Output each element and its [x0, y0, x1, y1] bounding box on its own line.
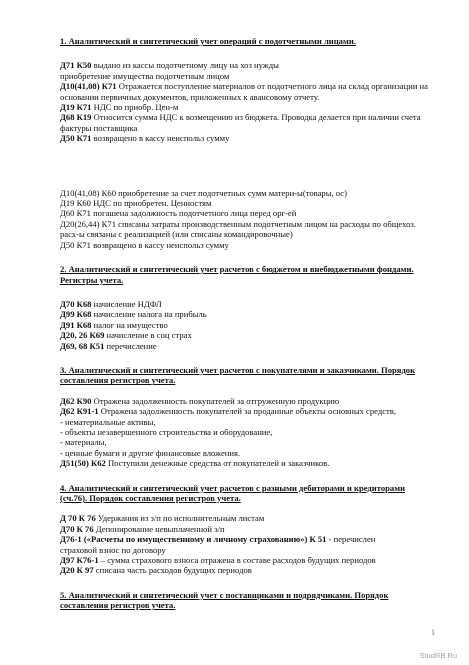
entry-line: Д70 К68 начисление НДФЛ	[60, 298, 162, 309]
section-3-heading: 3. Аналитический и синтетический учет расчетов с покупателями и заказчиками. Порядок составления регистров учета.	[60, 364, 416, 386]
entry-line: Д76-1 («Расчеты по имущественному и личному страхованию») К 51 - перечислен	[60, 534, 376, 545]
entry-line: - объекты незавершенного строительства и оборудование,	[60, 426, 273, 437]
entry-line: приобретение имущества подотчетным лицом	[60, 70, 230, 81]
entry-line: Д97 К76-1 – сумма страхового взноса отражена в составе расходов будущих периодов	[60, 555, 376, 566]
entry-line: Д68 К19 Относится сумма НДС к возмещению из бюджета. Проводка делается при наличии счета фактуры поставщика	[60, 112, 421, 133]
entry-line: - ценные бумаги и другие финансовые вложения.	[60, 447, 241, 458]
entry-line: Д 70 К 76 Удержания из з/п по исполнительным листам	[60, 513, 265, 524]
extra-entry-line: Д10(41,08) К60 приобретение за счет подотчетных сумм матери-ы(товары, ос)	[60, 187, 347, 198]
entry-line: Д20, 26 К69 начисление в соц страх	[60, 330, 192, 341]
entry-line: - нематериальные активы,	[60, 416, 156, 427]
section-5-heading: 5. Аналитический и синтетический учет с поставщиками и подрядчиками. Порядок составления регистров учета.	[60, 589, 389, 611]
entry-line: Д91 К68 налог на имущество	[60, 319, 168, 330]
section-1-heading: 1. Аналитический и синтетический учет операций с подотчетными лицами.	[60, 36, 356, 46]
section-2-heading: 2. Аналитический и синтетический учет расчетов с бюджетом и внебюджетными фондами. Регистры учета.	[60, 264, 414, 285]
entry-line: - материалы,	[60, 437, 107, 448]
entry-line: Д62 К91-1 Отражена задолженность покупателей за проданные объекты основных средств,	[60, 406, 396, 417]
entry-line: Д71 К50 выдано из кассы подотчетному лицу на хоз нужды	[60, 60, 279, 71]
entry-line: Д10(41,08) К71 Отражается поступление материалов от подотчетного лица на склад организации на основании первичных документов, приложенных к авансовому отчету.	[60, 81, 428, 102]
extra-entry-line: Д20(26,44) К71 списаны затраты производственным подотчетным лицом на расходы по общехоз. расх-ы связаны с реализацией (или списаны командировочные)	[60, 218, 416, 240]
entry-line: Д20 К 97 списана часть расходов будущих периодов	[60, 565, 252, 576]
entry-line: Д19 К71 НДС по приобр. Цен-м	[60, 102, 179, 113]
entry-line: страховой взнос по договору	[60, 544, 166, 555]
entry-line: Д50 К71 возвращено в кассу неиспольз сумму	[60, 133, 230, 144]
page-number: 1	[431, 628, 435, 637]
entry-line: Д51(50) К62 Поступили денежные средства от покупателей и заказчиков.	[60, 458, 330, 469]
extra-entry-line: Д50 К71 возвращено в кассу неиспольз сумму	[60, 239, 229, 250]
document-body	[60, 36, 430, 611]
extra-entry-line: Д19 К60 НДС по приобретен. Ценностям	[60, 198, 212, 209]
site-watermark: StudRB.Ru	[419, 651, 457, 660]
entry-line: Д99 К68 начисление налога на прибыль	[60, 309, 207, 320]
entry-line: Д69, 68 К51 перечисление	[60, 340, 157, 351]
section-4-heading: 4. Аналитический и синтетический учет расчетов с разными дебиторами и кредиторами (сч.76). Порядок составления регистров учета.	[60, 482, 406, 503]
entry-line: Д70 К 76 Депонирование невыплаченной з/п	[60, 523, 225, 534]
entry-line: Д62 К90 Отражена задолженность покупателей за отгруженную продукцию	[60, 395, 340, 406]
extra-entry-line: Д60 К71 погашена задолжность подотчетного лица перед орг-ей	[60, 208, 297, 219]
